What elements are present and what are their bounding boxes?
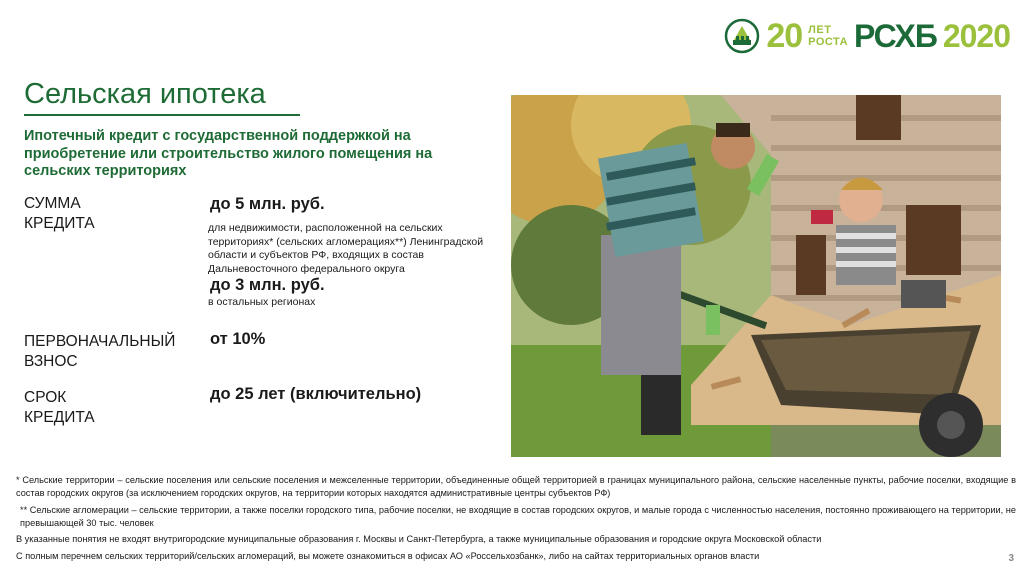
title-underline xyxy=(24,114,300,116)
term-label-2: КРЕДИТА xyxy=(24,409,95,426)
logo-stack xyxy=(808,24,848,48)
page-subtitle: Ипотечный кредит с государственной поддержкой на приобретение или строительство жилого помещения на сельских территориях xyxy=(24,128,433,179)
logo-year: 2020 xyxy=(942,18,1010,54)
term-value: до 25 лет (включительно) xyxy=(210,385,422,403)
logo-stack-bottom: РОСТА xyxy=(808,36,849,48)
amount-value-1: до 5 млн. руб. xyxy=(210,195,325,213)
amount-value-2: до 3 млн. руб. xyxy=(210,276,325,294)
amount-label-2: КРЕДИТА xyxy=(24,215,95,232)
page-title: Сельская ипотека xyxy=(24,78,266,110)
down-payment-label-1: ПЕРВОНАЧАЛЬНЫЙ xyxy=(24,333,176,350)
footnote-2: ** Сельские агломерации – сельские территории, а также поселки городского типа, рабочие поселки, не входящие в состав городских округов, и малые города с численностью населения, постоянно проживающего на территории, не превышающей 30 тыс. человек xyxy=(20,505,1016,528)
footnote-4: С полным перечнем сельских территорий/сельских агломераций, вы можете ознакомиться в офисах АО «Россельхозбанк», либо на сайтах территориальных органов власти xyxy=(16,551,760,561)
down-payment-value: от 10% xyxy=(210,330,266,348)
down-payment-label-2: ВЗНОС xyxy=(24,353,78,370)
amount-note-2: в остальных регионах xyxy=(208,296,316,308)
page-number: 3 xyxy=(1008,553,1014,564)
logo-number: 20 xyxy=(766,17,803,55)
logo xyxy=(724,14,1010,58)
family-photo-illustration xyxy=(511,95,1001,457)
footnote-3: В указанные понятия не входят внутригородские муниципальные образования г. Москвы и Санкт-Петербурга, а также муниципальные образования и городские округа Московской области xyxy=(16,534,822,544)
amount-label-1: СУММА xyxy=(24,195,81,212)
footnote-1: * Сельские территории – сельские поселения или сельские поселения и межселенные территории, объединенные общей территорией в границах муниципального района, сельские населенные пункты, рабочие поселки, входящие в состав городских округов (за исключением городских округов, на территории которых находятся административные центры субъектов РФ) xyxy=(16,475,1016,498)
bank-emblem-icon xyxy=(724,18,760,54)
logo-brand: РСХБ xyxy=(854,18,937,54)
logo-stack-top: ЛЕТ xyxy=(808,24,832,36)
term-label-1: СРОК xyxy=(24,389,67,406)
family-photo xyxy=(511,95,1001,457)
amount-note-1: для недвижимости, расположенной на сельских территориях* (сельских агломерациях**) Ленинградской области и субъектов РФ, входящих в состав Дальневосточного федерального округа xyxy=(208,222,484,275)
